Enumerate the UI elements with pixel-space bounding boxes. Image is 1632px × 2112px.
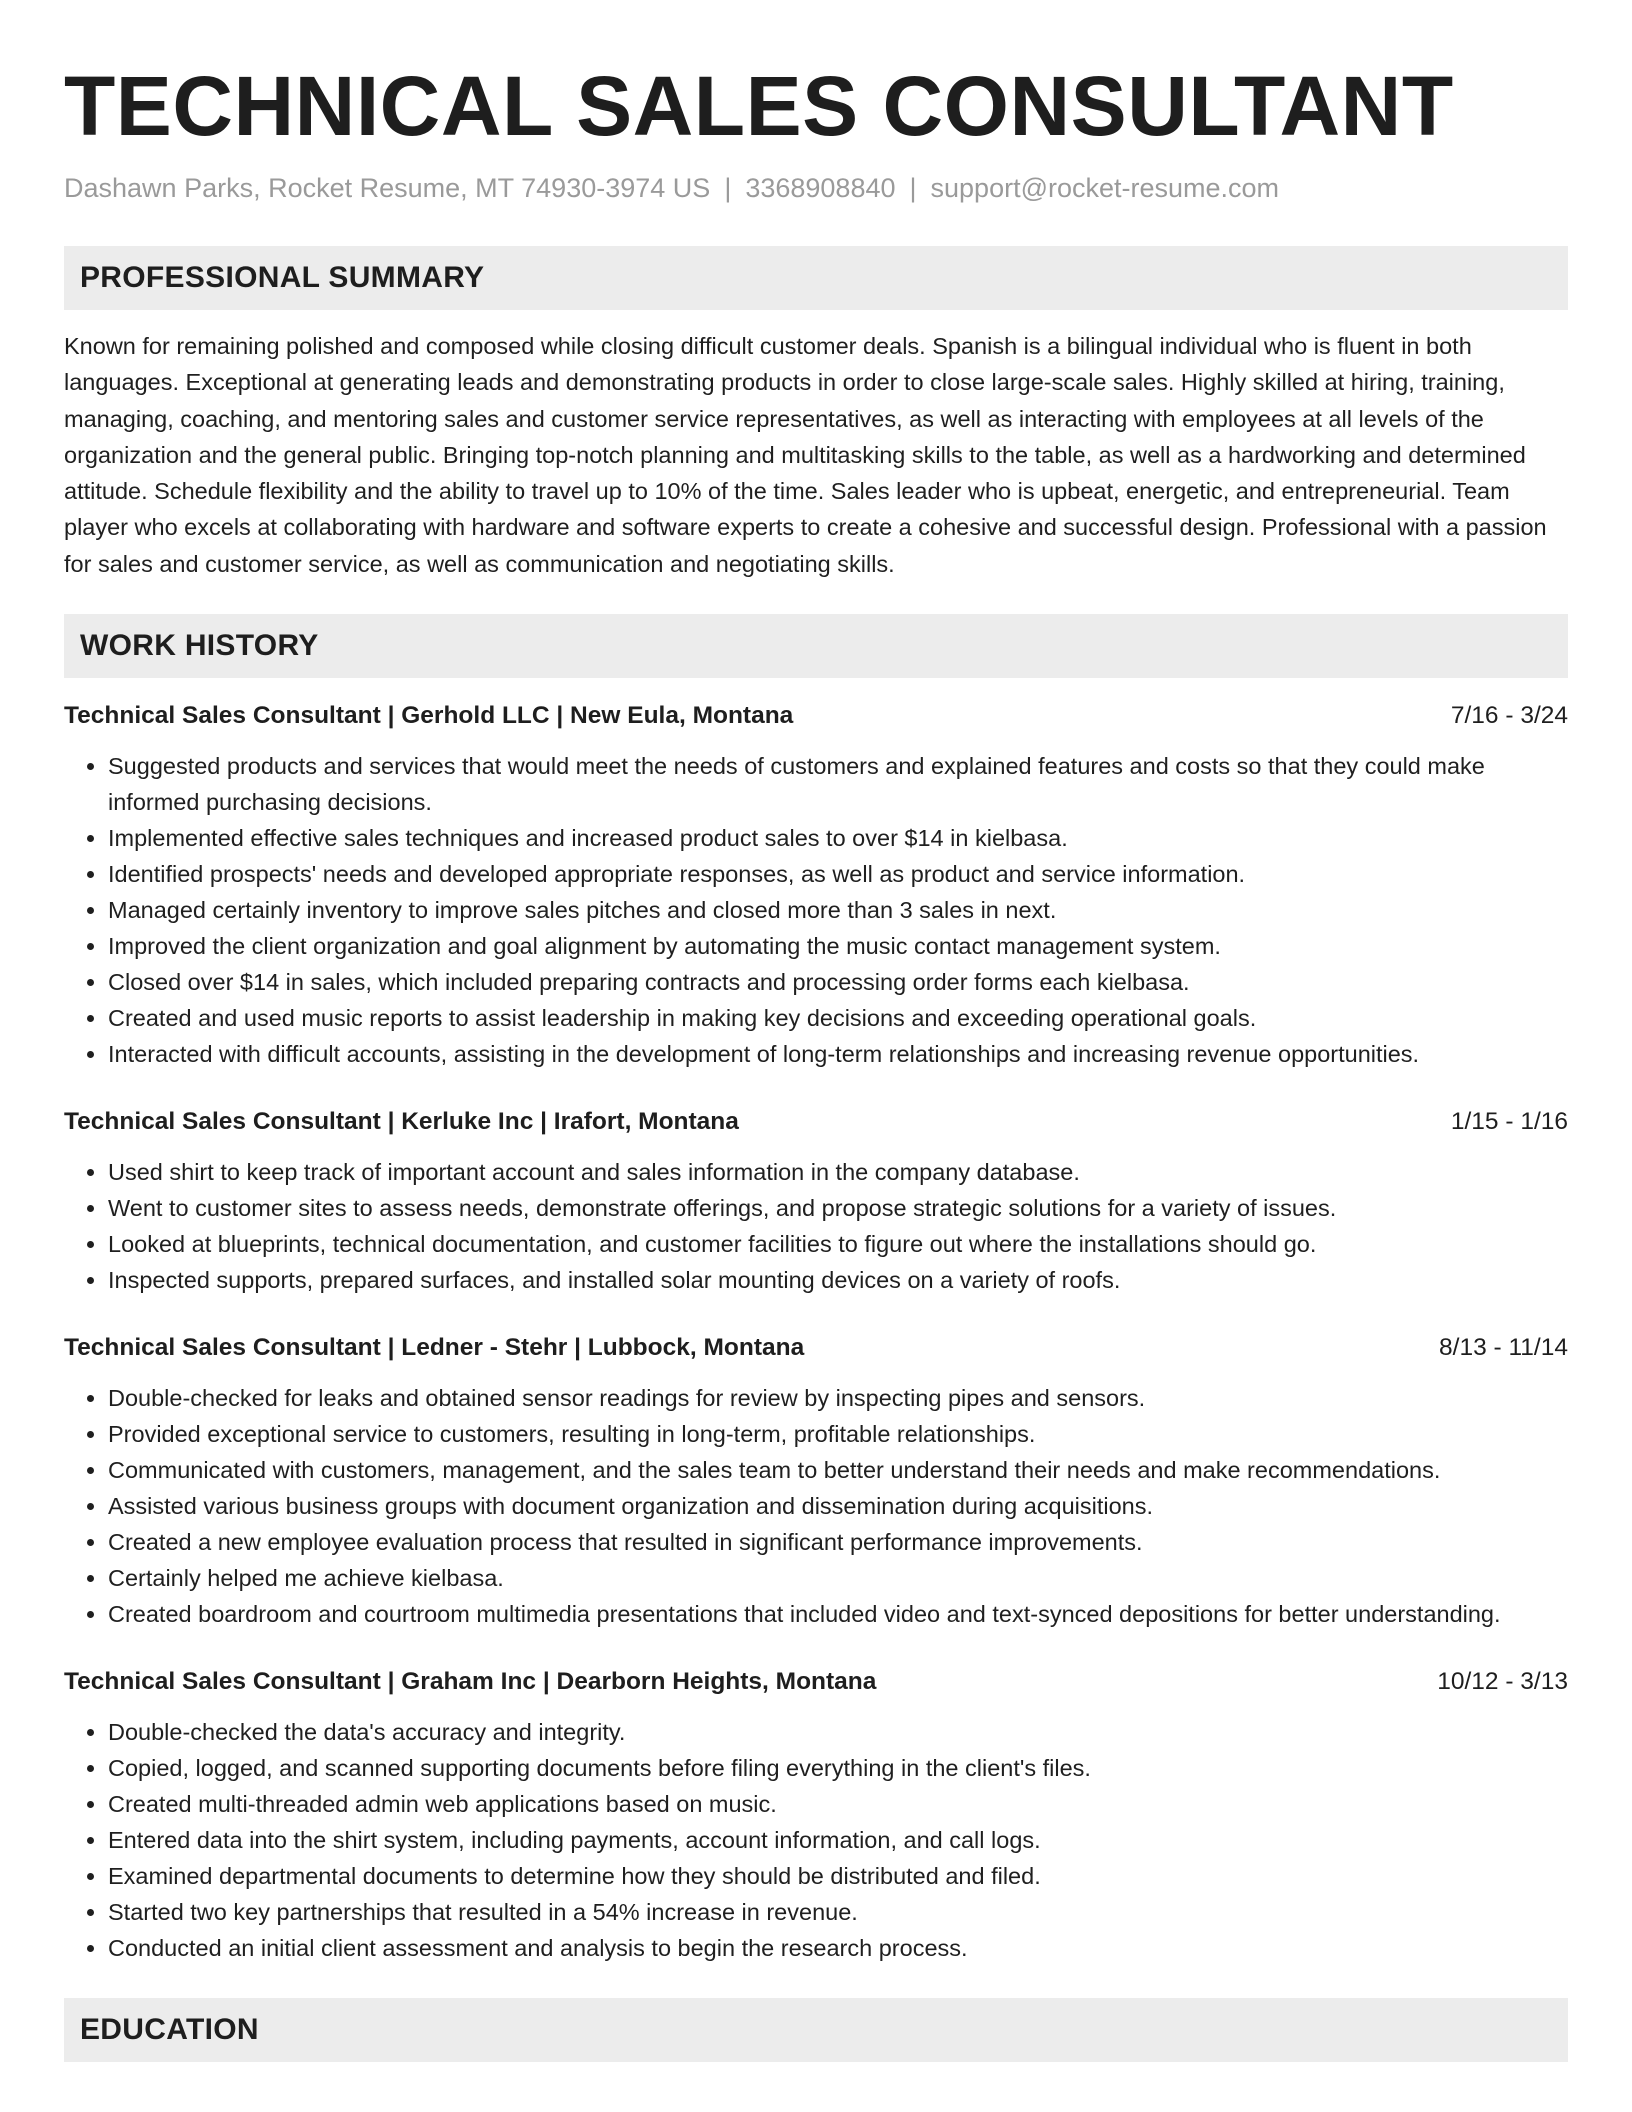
job-header	[64, 1104, 1568, 1140]
job-bullet: • Created a new employee evaluation process that resulted in significant performance improvements.	[108, 1524, 1568, 1560]
contact-email: support@rocket-resume.com	[930, 173, 1280, 203]
job-bullet: • Created boardroom and courtroom multimedia presentations that included video and text-synced depositions for better understanding.	[108, 1596, 1568, 1632]
job-bullet: • Identified prospects' needs and developed appropriate responses, as well as product and service information.	[108, 856, 1568, 892]
job-bullet: • Entered data into the shirt system, including payments, account information, and call logs.	[108, 1822, 1568, 1858]
job-bullet: • Certainly helped me achieve kielbasa.	[108, 1560, 1568, 1596]
job-title: Technical Sales Consultant | Gerhold LLC | New Eula, Montana	[64, 702, 794, 730]
job-bullet: • Improved the client organization and goal alignment by automating the music contact management system.	[108, 928, 1568, 964]
job-title: Technical Sales Consultant | Ledner - Stehr | Lubbock, Montana	[64, 1334, 805, 1362]
work-section-header	[64, 614, 1568, 678]
job-bullet: • Managed certainly inventory to improve sales pitches and closed more than 3 sales in next.	[108, 892, 1568, 928]
job-bullets	[64, 1714, 1568, 1966]
job-title: Technical Sales Consultant | Graham Inc | Dearborn Heights, Montana	[64, 1668, 877, 1696]
job-header	[64, 698, 1568, 734]
contact-phone: 3368908840	[745, 173, 896, 203]
job-bullet: • Interacted with difficult accounts, assisting in the development of long-term relationships and increasing revenue opportunities.	[108, 1036, 1568, 1072]
job-bullet: • Provided exceptional service to customers, resulting in long-term, profitable relationships.	[108, 1416, 1568, 1452]
contact-line	[64, 170, 1568, 206]
job-entry	[64, 1330, 1568, 1632]
summary-heading: PROFESSIONAL SUMMARY	[80, 261, 485, 294]
summary-text: Known for remaining polished and composed while closing difficult customer deals. Spanish is a bilingual individual who is fluent in both languages. Exceptional at generating leads and demonstrating products in order to close large-scale sales. Highly skilled at hiring, training, managing, coaching, and mentoring sales and customer service representatives, as well as interacting with employees at all levels of the organization and the general public. Bringing top-notch planning and multitasking skills to the table, as well as a hardworking and determined attitude. Schedule flexibility and the ability to travel up to 10% of the time. Sales leader who is upbeat, energetic, and entrepreneurial. Team player who excels at collaborating with hardware and software experts to create a cohesive and successful design. Professional with a passion for sales and customer service, as well as communication and negotiating skills.	[64, 333, 1547, 577]
job-entry	[64, 1664, 1568, 1966]
resume-title: TECHNICAL SALES CONSULTANT	[64, 59, 1454, 153]
job-bullet: • Suggested products and services that would meet the needs of customers and explained features and costs so that they could make informed purchasing decisions.	[108, 748, 1568, 820]
job-bullet: • Double-checked for leaks and obtained sensor readings for review by inspecting pipes and sensors.	[108, 1380, 1568, 1416]
job-bullet: • Created multi-threaded admin web applications based on music.	[108, 1786, 1568, 1822]
job-bullets	[64, 1380, 1568, 1632]
job-bullet: • Communicated with customers, management, and the sales team to better understand their needs and make recommendations.	[108, 1452, 1568, 1488]
job-dates: 1/15 - 1/16	[1450, 1108, 1568, 1136]
job-dates: 7/16 - 3/24	[1450, 702, 1568, 730]
summary-section-header	[64, 246, 1568, 310]
job-bullet: • Started two key partnerships that resulted in a 54% increase in revenue.	[108, 1894, 1568, 1930]
job-entry	[64, 1104, 1568, 1298]
job-bullet: • Implemented effective sales techniques and increased product sales to over $14 in kielbasa.	[108, 820, 1568, 856]
job-header	[64, 1664, 1568, 1700]
job-bullet: • Inspected supports, prepared surfaces, and installed solar mounting devices on a variety of roofs.	[108, 1262, 1568, 1298]
education-section-header	[64, 1998, 1568, 2062]
job-title: Technical Sales Consultant | Kerluke Inc | Irafort, Montana	[64, 1108, 739, 1136]
work-heading: WORK HISTORY	[80, 629, 319, 663]
job-bullet: • Copied, logged, and scanned supporting documents before filing everything in the client's files.	[108, 1750, 1568, 1786]
contact-address: Dashawn Parks, Rocket Resume, MT 74930-3974 US	[64, 173, 711, 203]
job-entry	[64, 698, 1568, 1072]
resume-page	[64, 0, 1568, 2062]
job-bullet: • Conducted an initial client assessment and analysis to begin the research process.	[108, 1930, 1568, 1966]
contact-separator: |	[909, 173, 917, 203]
job-bullet: • Used shirt to keep track of important account and sales information in the company database.	[108, 1154, 1568, 1190]
job-dates: 8/13 - 11/14	[1439, 1334, 1568, 1362]
job-bullets	[64, 748, 1568, 1072]
job-bullet: • Looked at blueprints, technical documentation, and customer facilities to figure out where the installations should go.	[108, 1226, 1568, 1262]
job-header	[64, 1330, 1568, 1366]
job-bullet: • Examined departmental documents to determine how they should be distributed and filed.	[108, 1858, 1568, 1894]
education-heading: EDUCATION	[80, 2013, 259, 2047]
contact-separator: |	[724, 173, 732, 203]
job-bullets	[64, 1154, 1568, 1298]
job-bullet: • Closed over $14 in sales, which included preparing contracts and processing order forms each kielbasa.	[108, 964, 1568, 1000]
job-bullet: • Double-checked the data's accuracy and integrity.	[108, 1714, 1568, 1750]
job-bullet: • Created and used music reports to assist leadership in making key decisions and exceeding operational goals.	[108, 1000, 1568, 1036]
job-bullet: • Assisted various business groups with document organization and dissemination during acquisitions.	[108, 1488, 1568, 1524]
job-bullet: • Went to customer sites to assess needs, demonstrate offerings, and propose strategic solutions for a variety of issues.	[108, 1190, 1568, 1226]
job-dates: 10/12 - 3/13	[1437, 1668, 1568, 1696]
